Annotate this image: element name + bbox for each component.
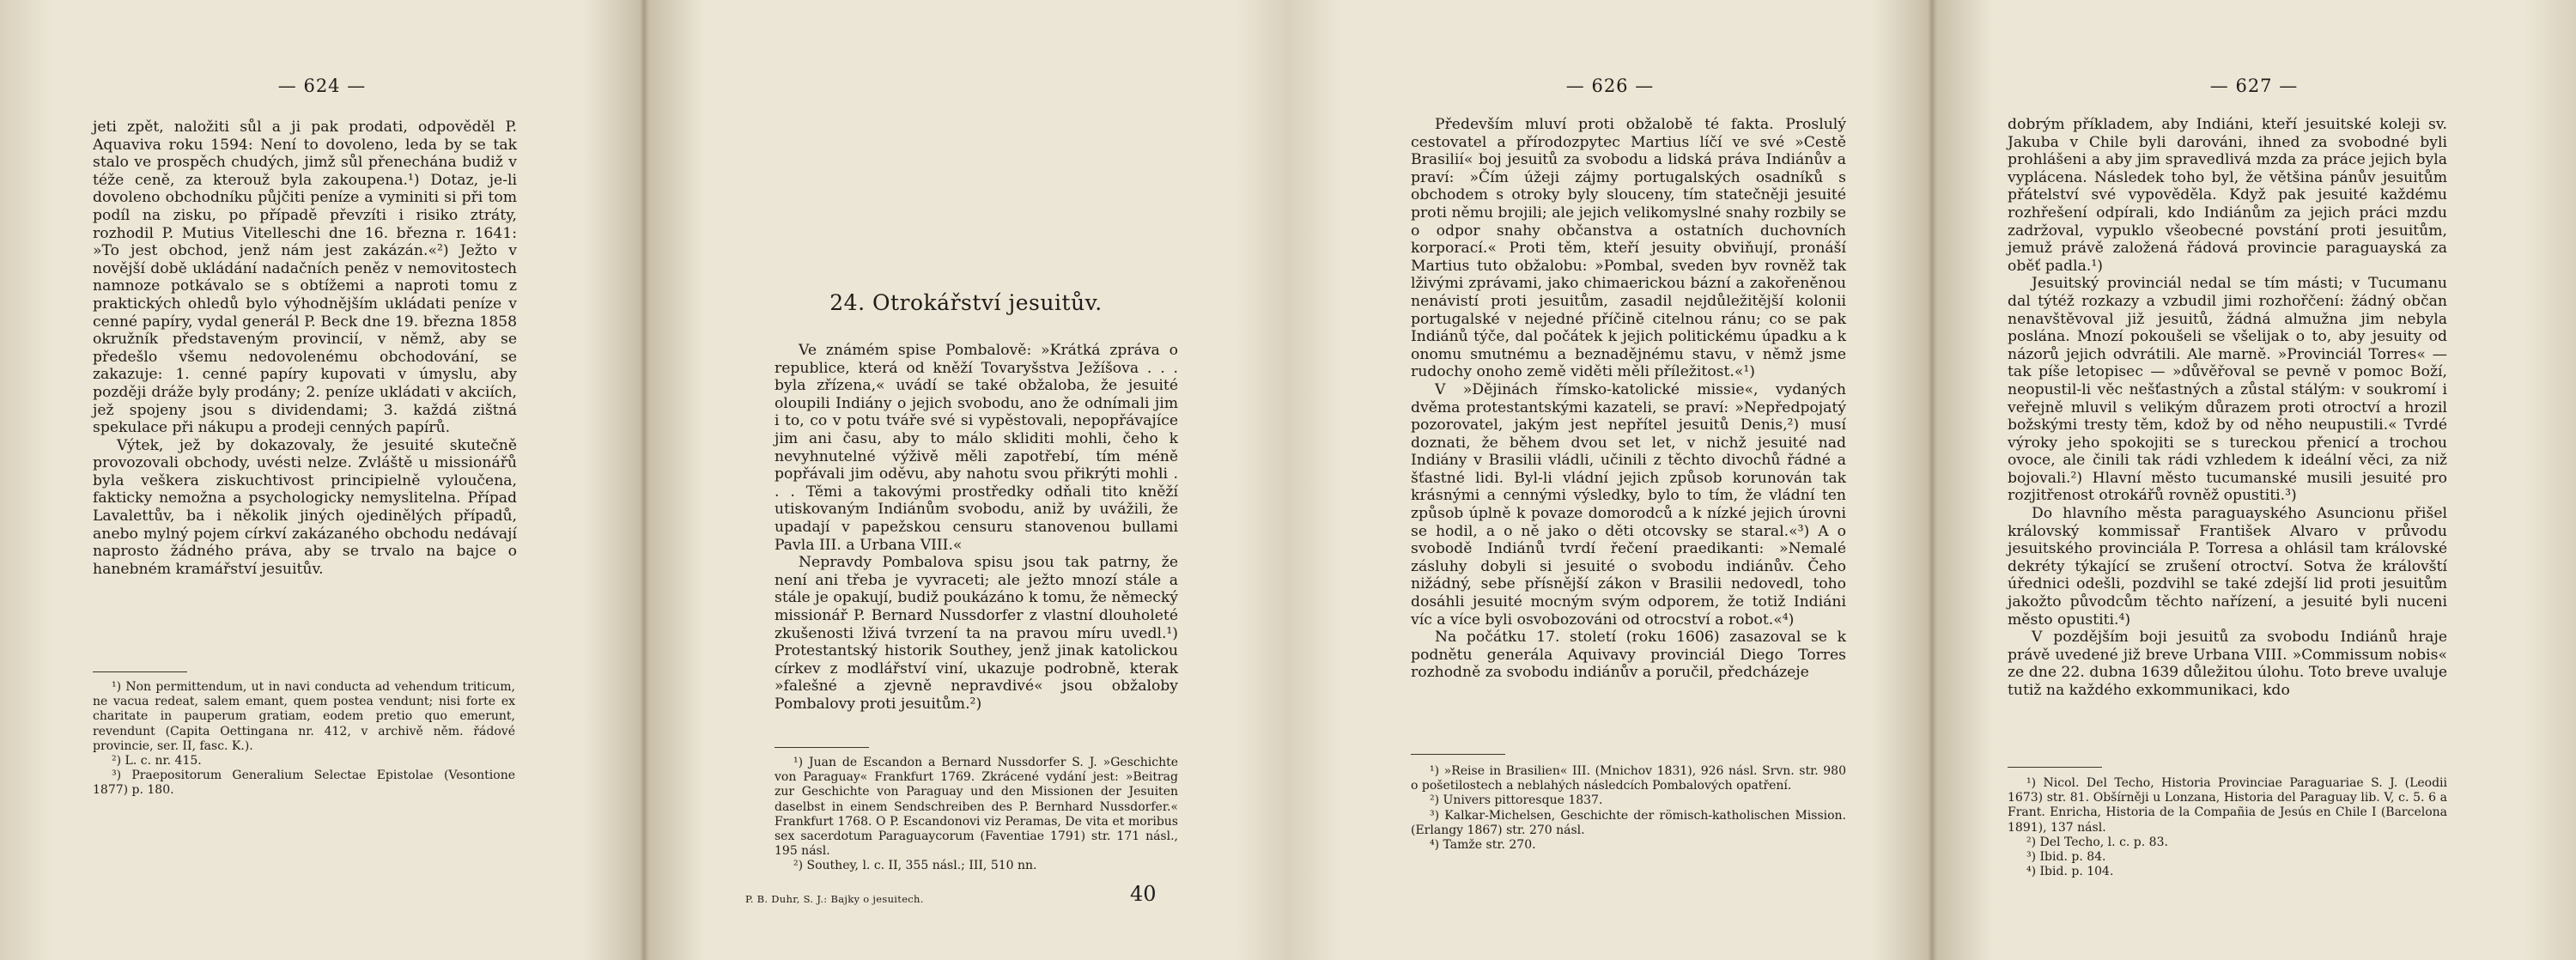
footnote: ²) Univers pittoresque 1837. [1430,793,1603,808]
body-text [0,118,644,578]
footnote: ⁴) Ibid. p. 104. [2026,865,2114,879]
footnote: ²) Del Techo, l. c. p. 83. [2026,835,2168,849]
footnote: ²) Southey, l. c. II, 355 násl.; III, 510 nn. [793,859,1037,873]
paragraph: Jesuitský provinciál nedal se tím másti; v Tucumanu dal týtéž rozkazy a vzbudil jimi rozhořčení: žádný občan nenavštěvoval již jesuitů, žádná almužna jim nebyla poslána. Mnozí pokoušeli se všelijak o to, aby jesuity od názorů jejich odvrátili. Ale marně. »Provinciál Torres« — tak píše letopisec — »důvěřoval se pevně v pomoc Boží, neopustil-li věc nešťastných a zůstal stálým: v soukromí i veřejně mluvil s velikým důrazem proti otroctví a hrozil božskými tresty těm, kdož by od něho neupustili.« Tvrdé výroky jeho spokojiti se s tureckou přenicí a trochou ovoce, ale činili tak rádi vzhledem k ideální věci, za niž bojovali.²) Hlavní město tucumanské musili jesuité pro rozjitřenost otrokářů rovněž opustiti.³) [2008,275,2447,505]
footnote-rule [775,747,869,748]
page-624 [0,0,644,960]
footnotes [1932,776,2576,879]
footnote: ¹) »Reise in Brasilien« III. (Mnichov 1831), 926 násl. Srvn. str. 980 o pošetilostech a neblahých následcích Pombalových opatření. [1411,764,1846,793]
footnotes [0,680,644,799]
body-text [1288,116,1932,682]
paragraph: Především mluví proti obžalobě té fakta. Proslulý cestovatel a přírodozpytec Martius líčí ve své »Cestě Brasilií« boj jesuitů za svobodu a lidská práva Indiánův a praví: »Čím úžeji zájmy portugalských osadníků s obchodem s otroky byly slouceny, tím statečněji jesuité proti němu brojili; ale jejich velikomyslné snahy rozbily se o odpor snahy občanstva a ostatních duchovních korporací.« Proti těm, kteří jesuity obviňují, pronáší Martius tuto obžalobu: »Pombal, sveden byv rovněž tak lživými zprávami, jako chimaerickou bázní a zakořeněnou nenávistí proti jesuitům, zasadil nejdůležitější kolonii portugalské v nejedné příčině citelnou ránu; co se pak Indiánů týče, dal počátek k jejich politickému úpadku a k onomu smutnému a beznadějnému stavu, v němž jsme rudochy onoho země viděti měli příležitost.«¹) [1411,116,1846,381]
page-number: — 626 — [1565,76,1655,96]
footnote: ³) Praepositorum Generalium Selectae Epistolae (Vesontione 1877) p. 180. [93,769,515,798]
footnotes [1288,764,1932,853]
footnote-rule [1411,754,1505,755]
footnote: ³) Kalkar-Michelsen, Geschichte der römisch-katholischen Mission. (Erlangy 1867) str. 270 násl. [1411,808,1846,837]
footnote-rule [2008,767,2102,768]
footnote: ²) L. c. nr. 415. [112,754,202,769]
body-text [644,342,1288,713]
printer-signature: P. B. Duhr, S. J.: Bajky o jesuitech. [745,893,924,905]
paragraph: Ve známém spise Pombalově: »Krátká zpráva o republice, která od kněží Tovaryšstva Ježíšova . . . byla zřízena,« uvádí se také obžaloba, že jesuité oloupili Indiány o jejich svobodu, ano že odnímali jim i to, co v potu tváře své si vypěstovali, nepopřávajíce jim ani času, aby to málo skliditi mohli, čeho k nevyhnutelné výživě měli zapotřebí, tím méně popřávali jim oděvu, aby nahotu svou přikrýti mohli . . . Těmi a takovými prostředky odňali tito kněží utiskovaným Indiánům svobodu, aniž by uvážili, že upadají v papežskou censuru stanovenou bullami Pavla III. a Urbana VIII.« [775,342,1178,554]
footnote-rule [93,671,187,672]
page-number: — 627 — [2209,76,2299,96]
footnotes [644,756,1288,874]
footnote: ¹) Nicol. Del Techo, Historia Provinciae Paraguariae S. J. (Leodii 1673) str. 81. Obšírněji u Lonzana, Historia del Paraguay lib. V, c. 5. 6 a Frant. Enricha, Historia de la Compañia de Jesús en Chile I (Barcelona 1891), 137 násl. [2008,776,2447,835]
paragraph: dobrým příkladem, aby Indiáni, kteří jesuitské koleji sv. Jakuba v Chile byli darováni, ihned za svobodné byli prohlášeni a aby jim spravedlivá mzda za práce jejich byla vyplácena. Následek toho byl, že většina pánův jesuitům přátelství své vypověděla. Když pak jesuité každému rozhřešení odpírali, kdo Indiánům za jejich práci mzdu zadržoval, vypuklo všeobecné povstání proti jesuitům, jemuž právě založená řádová provincie paraguayská za oběť padla.¹) [2008,116,2447,275]
paragraph: Výtek, jež by dokazovaly, že jesuité skutečně provozovali obchody, uvésti nelze. Zvláště u missionářů byla veškera ziskuchtivost principielně vyloučena, fakticky nemožna a psychologicky nemyslitelna. Případ Lavalettův, ba i několik jiných ojedinělých případů, anebo mylný pojem církví zakázaného obchodu nedávají naprosto žádného práva, aby se trvalo na bajce o hanebném kramářství jesuitův. [93,436,517,578]
paragraph: V »Dějinách římsko-katolické missie«, vydaných dvěma protestantskými kazateli, se praví: »Nepředpojatý pozorovatel, jakým jest nepřítel jesuitů Denis,²) musí doznati, že během dvou set let, v nichž jesuité nad Indiány v Brasilii vládli, učinili z těchto divochů řádné a šťastné lidi. Byl-li vládní jejich způsob korunován tak krásnými a cennými výsledky, bylo to tím, že vládní ten způsob úplně k povaze domorodců a k nízké jejich úrovni se hodil, a o ně jako o děti otcovsky se staral.«³) A o svobodě Indiánů tvrdí řečení praedikanti: »Nemalé zásluhy dobyli si jesuité o svobodu indiánův. Čeho nižádný, sebe přísnější zákon v Brasilii nedovedl, toho dosáhli jesuité mocným svým odporem, že totiž Indiáni víc a více byli osvobozováni od otrocství a robot.«⁴) [1411,380,1846,629]
footnote: ⁴) Tamže str. 270. [1430,838,1536,853]
body-text [1932,116,2576,700]
sheet-number: 40 [1130,882,1157,906]
paragraph: Nepravdy Pombalova spisu jsou tak patrny, že není ani třeba je vyvraceti; ale ježto mnozí stále a stále je opakují, budiž poukázáno k tomu, že německý missionář P. Bernard Nussdorfer z vlastní dlouholeté zkušenosti lživá tvrzení ta na pravou míru uvedl.¹) Protestantský historik Southey, jenž jinak katolickou církev z modlářství viní, ukazuje podrobně, kterak »falešné a zjevně nepravdivé« jsou obžaloby Pombalovy proti jesuitům.²) [775,554,1178,713]
footnote: ¹) Non permittendum, ut in navi conducta ad vehendum triticum, ne vacua redeat, salem emant, quem postea vendunt; nisi forte ex charitate in pauperum gratiam, eodem pretio quo emerunt, revendunt (Capita Oettingana nr. 412, v archivě něm. řádové provincie, ser. II, fasc. K.). [93,680,515,753]
page-627 [1932,0,2576,960]
book-spread-right [1288,0,2576,960]
page-626 [1288,0,1932,960]
paragraph: V pozdějším boji jesuitů za svobodu Indiánů hraje právě uvedené již breve Urbana VIII. »Commissum nobis« ze dne 22. dubna 1639 důležitou úlohu. Toto breve uvaluje tutiž na každého exkommunikaci, kdo [2008,629,2447,699]
chapter-heading: 24. Otrokářství jesuitův. [829,290,1103,315]
page-number: — 624 — [277,76,367,96]
paragraph: Na počátku 17. století (roku 1606) zasazoval se k podnětu generála Aquivavy provinciál Diego Torres rozhodně za svobodu indiánův a poručil, předcházeje [1411,629,1846,682]
footnote: ¹) Juan de Escandon a Bernard Nussdorfer S. J. »Geschichte von Paraguay« Frankfurt 1769. Zkrácené vydání jest: »Beitrag zur Geschichte von Paraguay und den Missionen der Jesuiten daselbst in einem Sendschreiben des P. Bernhard Nussdorfer.« Frankfurt 1768. O P. Escandonovi viz Peramas, De vita et moribus sex sacerdotum Paraguaycorum (Faventiae 1791) str. 171 násl., 195 násl. [775,756,1178,859]
footnote: ³) Ibid. p. 84. [2026,850,2106,865]
page-625 [644,0,1288,960]
paragraph: Do hlavního města paraguayského Asuncionu přišel královský kommissař František Alvaro v průvodu jesuitského provinciála P. Torresa a ohlásil tam královské dekréty týkající se zrušení otroctví. Sotva že královští úřednici odešli, pozdvihl se také zdejší lid proti jesuitům jakožto původcům těchto nařízení, a jesuité byli nuceni město opustiti.⁴) [2008,505,2447,629]
paragraph: jeti zpět, naložiti sůl a ji pak prodati, odpověděl P. Aquaviva roku 1594: Není to dovoleno, leda by se tak stalo ve prospěch chudých, jimž sůl přenechána budiž v téže ceně, za kterouž byla zakoupena.¹) Dotaz, je-li dovoleno obchodníku půjčiti peníze a vyminiti si při tom podíl na zisku, po případě převzíti i risiko ztráty, rozhodil P. Mutius Vitelleschi dne 16. března r. 1641: »To jest obchod, jenž nám jest zakázán.«²) Ježto v novější době ukládání nadačních peněz v nemovitostech namnoze potkávalo se s obtížemi a naproti tomu z praktických ohledů bylo výhodnějším ukládati peníze v cenné papíry, vydal generál P. Beck dne 19. března 1858 okružník představeným provincií, v němž, aby se předešlo všemu nedovolenému obchodování, se zakazuje: 1. cenné papíry kupovati v úmyslu, aby později dráže byly prodány; 2. peníze ukládati v akciích, jež spojeny jsou s dividendami; 3. každá zištná spekulace při nákupu a prodeji cenných papírů. [93,118,517,437]
